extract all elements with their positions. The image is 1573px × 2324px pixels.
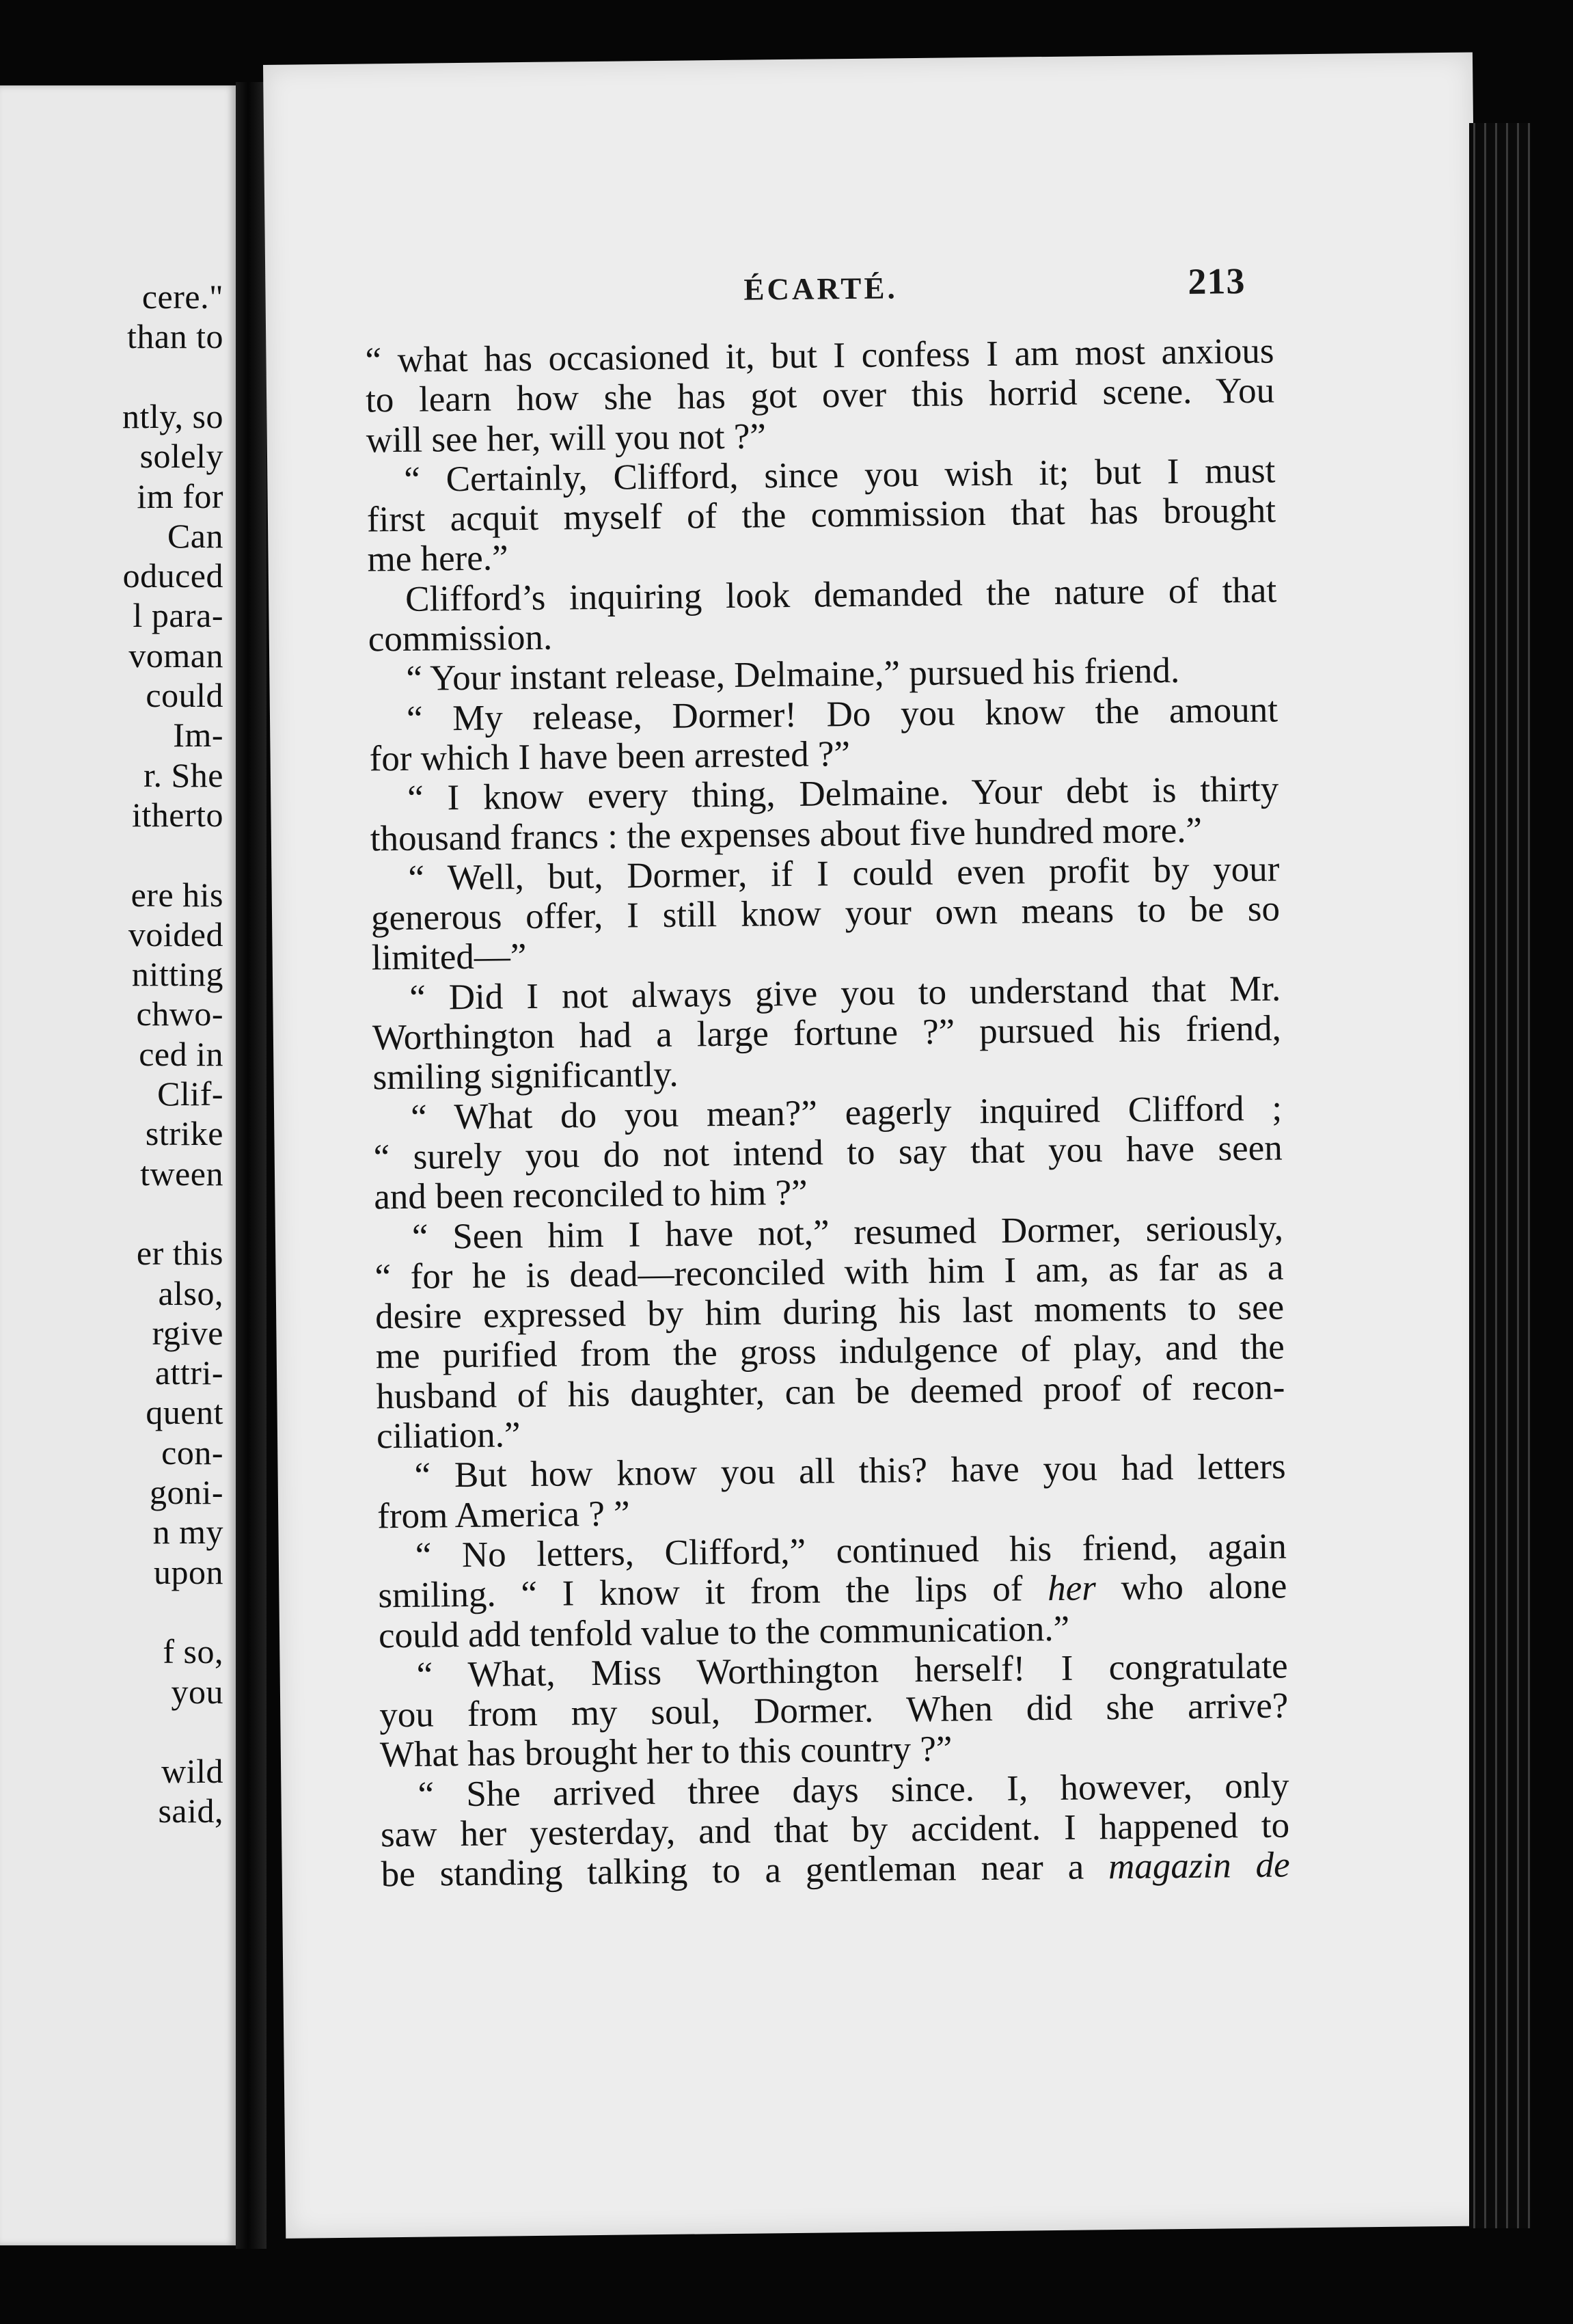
previous-page-line: than to — [127, 317, 223, 356]
previous-page-line: ced in — [139, 1034, 223, 1073]
text-line: Clifford’s inquiring look demanded the nature of that — [405, 570, 1277, 619]
text-line: Worthington had a large fortune ?” pursued his friend, — [372, 1008, 1282, 1058]
text-line: ciliation.” — [376, 1415, 521, 1457]
previous-page-line: l para- — [133, 596, 223, 635]
book-page — [263, 52, 1495, 2238]
previous-page-line: solely — [139, 437, 223, 476]
previous-page-line: quent — [146, 1393, 223, 1432]
previous-page-line: tween — [140, 1154, 223, 1193]
text-line: thousand francs : the expenses about five hundred more.” — [370, 810, 1203, 859]
text-line: first acquit myself of the commission that has brought — [366, 490, 1276, 540]
previous-page-line: r. She — [143, 755, 223, 794]
text-line: for which I have been arrested ?” — [369, 734, 851, 779]
text-line: “ for he is dead—reconciled with him I am, as far as a — [374, 1247, 1284, 1297]
text-line: “ No letters, Clifford,” continued his friend, again — [415, 1526, 1287, 1576]
previous-page-line: f so, — [163, 1632, 223, 1671]
previous-page-line: im for — [137, 476, 223, 515]
text-line: “ She arrived three days since. I, however, only — [418, 1766, 1289, 1815]
previous-page-line: wild — [161, 1752, 223, 1791]
previous-page-line: rgive — [152, 1313, 223, 1352]
text-line: smiling significantly. — [372, 1055, 679, 1098]
previous-page-line: Im- — [173, 716, 223, 755]
text-line: me here.” — [367, 538, 508, 580]
previous-page-line: itherto — [131, 795, 223, 834]
running-head-title: ÉCARTÉ. — [743, 271, 898, 307]
text-line: “ Did I not always give you to understand that Mr. — [409, 969, 1281, 1018]
previous-page-line: voman — [128, 636, 223, 675]
previous-page-line: ntly, so — [122, 396, 223, 435]
text-line: “ I know every thing, Delmaine. Your debt is thirty — [407, 769, 1279, 819]
text-line: “ what has occasioned it, but I confess I am most anxious — [365, 331, 1274, 381]
previous-page-line: con- — [161, 1433, 223, 1472]
text-line: “ My release, Dormer! Do you know the amount — [406, 690, 1278, 739]
page-edges — [1469, 123, 1531, 2228]
previous-page-line: upon — [154, 1552, 223, 1591]
text-line: “ Well, but, Dormer, if I could even profit by your — [408, 849, 1280, 898]
previous-page-line: could — [146, 676, 223, 714]
text-line: be standing talking to a gentleman near a magazin de — [381, 1845, 1290, 1895]
text-line: commission. — [368, 617, 553, 660]
text-line: desire expressed by him during his last moments to see — [374, 1287, 1285, 1337]
body-text — [365, 332, 1290, 1895]
text-line: saw her yesterday, and that by accident. I happened to — [380, 1805, 1290, 1855]
text-line: generous offer, I still know your own means to be so — [370, 889, 1281, 938]
text-line: limited—” — [371, 936, 527, 978]
previous-page-line: cere." — [141, 278, 223, 316]
previous-page-line: said, — [158, 1792, 223, 1830]
text-line: “ What do you mean?” eagerly inquired Clifford ; — [410, 1088, 1283, 1137]
text-line: husband of his daughter, can be deemed proof of recon- — [376, 1367, 1285, 1417]
text-line: smiling. “ I know it from the lips of her who alone — [378, 1566, 1287, 1616]
text-line: “ But how know you all this? have you had letters — [414, 1446, 1286, 1496]
text-line: and been reconciled to him ?” — [374, 1172, 808, 1217]
running-head — [265, 260, 1475, 307]
previous-page-line: attri- — [154, 1353, 223, 1392]
previous-page-line: oduced — [122, 556, 223, 595]
previous-page-line: strike — [145, 1114, 223, 1153]
previous-page-line: you — [171, 1672, 223, 1711]
previous-page-fragment — [0, 85, 236, 2245]
book-gutter — [236, 82, 266, 2249]
text-line: could add tenfold value to the communication.” — [378, 1608, 1070, 1656]
previous-page-line: voided — [128, 915, 223, 954]
text-line: “ Seen him I have not,” resumed Dormer, seriously, — [411, 1207, 1284, 1257]
previous-page-line: er this — [136, 1234, 223, 1273]
previous-page-line: n my — [152, 1513, 223, 1552]
text-line: will see her, will you not ?” — [366, 416, 767, 461]
previous-page-line: goni- — [149, 1473, 223, 1511]
text-line: “ Certainly, Clifford, since you wish it; but I must — [404, 450, 1276, 500]
text-line: me purified from the gross indulgence of play, and the — [375, 1327, 1285, 1377]
text-line: What has brought her to this country ?” — [379, 1729, 953, 1775]
previous-page-line: Clif- — [157, 1075, 223, 1113]
text-line: “ What, Miss Worthington herself! I congratulate — [416, 1646, 1288, 1695]
previous-page-line: also, — [158, 1273, 223, 1312]
previous-page-line: chwo- — [136, 995, 223, 1033]
page-number: 213 — [1188, 260, 1246, 302]
text-line: you from my soul, Dormer. When did she arrive? — [379, 1686, 1289, 1735]
text-line: “ Your instant release, Delmaine,” pursued his friend. — [406, 651, 1180, 699]
text-line: to learn how she has got over this horrid scene. You — [365, 370, 1275, 420]
previous-page-line: Can — [167, 516, 223, 555]
previous-page-line: nitting — [131, 955, 223, 994]
text-line: from America ? ” — [377, 1494, 630, 1536]
text-line: “ surely you do not intend to say that you have seen — [373, 1128, 1283, 1178]
previous-page-line: ere his — [131, 875, 223, 914]
